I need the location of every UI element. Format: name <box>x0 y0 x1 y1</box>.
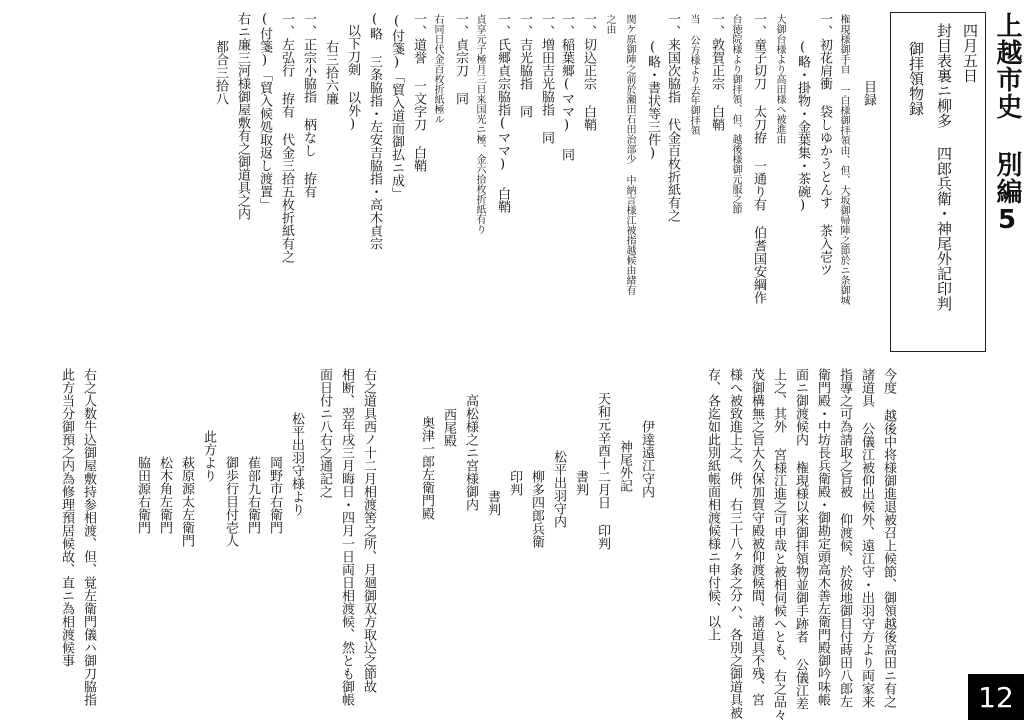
lower-column: 脇田源右衛門 <box>135 456 150 534</box>
title-line-date: 四月五日 <box>961 23 979 83</box>
lower-column: 高松様之ニ宮様御内 <box>463 394 478 511</box>
lower-column: 萩原源太左衛門 <box>179 456 194 547</box>
upper-column: 一、来国次脇指 代金百枚折紙有之 <box>665 12 680 222</box>
lower-column: 御歩行目付壱人 <box>223 456 238 547</box>
upper-column: 右ニ廉三河様御屋敷有之御道具之内 <box>235 12 250 220</box>
upper-column: 権現様御手自 一白様御拝領由、但、大坂御帰陣之節於ニ条御城 <box>838 14 849 305</box>
upper-column: 一、増田吉光脇指 同 <box>539 12 554 144</box>
lower-column: 書判 <box>573 470 588 496</box>
lower-column: 茂御構無之旨大久保加賀守殿被仰渡候間、諸道具不残、宮 <box>749 368 764 706</box>
upper-column: (付箋)「貿入道而御払ニ成」 <box>389 14 404 200</box>
lower-column: 伊達遠江守内 <box>639 420 654 498</box>
upper-column: 大御台様より高田様へ被進由 <box>774 14 785 144</box>
lower-column: 面ニ御渡候内 権現様以来御拝領物並御手跡者 公儀江差 <box>793 368 808 710</box>
lower-column: 此方より <box>201 430 216 482</box>
upper-column: 一、切込正宗 白鞘 <box>581 12 596 131</box>
document-title-box <box>890 12 986 352</box>
title-line-name: 御拝領物録 <box>907 41 925 116</box>
lower-column: 天和元辛酉十二月日 印判 <box>595 392 610 550</box>
lower-column: 右之道具西ノ十二月相渡筈之所、月廻御双方取込之節故 <box>361 368 376 693</box>
lower-column: 西尾殿 <box>441 408 456 447</box>
upper-column: 貞享元子極月三日来国光ニ極、金六拾枚折紙有り <box>474 14 485 234</box>
upper-column: 以下刀剣 以外) <box>345 24 360 132</box>
upper-column: (略・掛物・金葉集・茶碗) <box>795 40 810 213</box>
lower-column: 右之人数牛込御屋敷持参相渡、但、覚左衛門儀ハ御刀脇指 <box>81 368 96 706</box>
lower-column: 衛門殿・中坊長兵衛殿・御勘定頭高木善左衛門殿御吟味帳 <box>815 368 830 706</box>
upper-column: 之由 <box>604 14 615 34</box>
upper-column: 一、初花肩衝 袋しゆかうとんす 茶入壱ツ <box>817 12 832 276</box>
upper-column: (略 三条脇指・左安吉脇指・高木貞宗 <box>367 12 382 250</box>
upper-column: 右三拾六廉 <box>323 40 338 105</box>
lower-column: 松平出羽守様より <box>289 412 304 516</box>
lower-column: 印判 <box>507 470 522 496</box>
lower-column: 萑部九右衛門 <box>245 456 260 534</box>
upper-column: 一、吉光脇指 同 <box>517 12 532 118</box>
lower-column: 松平出羽守内 <box>551 450 566 528</box>
lower-column: 今度 越後中将様御進退被召上候節、御領越後高田ニ有之 <box>881 368 896 708</box>
upper-column: 右同日代金百枚折紙極ル <box>432 14 443 124</box>
lower-column: 指導之可為請取之旨被 仰渡候、於彼地御目付蒔田八郎左 <box>837 368 852 708</box>
upper-column: 一、敦賀正宗 白鞘 <box>709 12 724 131</box>
upper-column: (付箋)「貿入候処取返し渡置」 <box>257 12 272 211</box>
lower-column: 相断、翌年戌三月晦日・四月一日両日相渡候、然とも御帳 <box>339 368 354 706</box>
lower-column: 書判 <box>485 490 500 516</box>
lower-column: 様へ被致進上之、併、右三十八ヶ条之分ハ、各別之御道具被 <box>727 368 742 719</box>
upper-column: 台徳院様より御拝領、但、越後様御元服之節 <box>730 14 741 214</box>
lower-column: 諸道具 公儀江被仰出候外、遠江守・出羽守方より両家来 <box>859 368 874 708</box>
lower-column: 神尾外記 <box>617 440 632 492</box>
lower-column: 松木角左衛門 <box>157 456 172 534</box>
upper-column: 一、道誉 一文字刀 白鞘 <box>411 12 426 172</box>
mokuroku-heading: 目録 <box>861 80 876 106</box>
upper-column: 一、正宗小脇指 柄なし 拵有 <box>301 12 316 198</box>
upper-column: 一、氏郷貞宗脇指(ママ) 白鞘 <box>495 12 510 213</box>
upper-column: 一、左弘行 拵有 代金三拾五枚折紙有之 <box>279 12 294 263</box>
lower-column: 岡野市右衛門 <box>267 456 282 534</box>
title-line-seal: 封目表裏ニ柳多 四郎兵衛・神尾外記印判 <box>935 23 953 311</box>
upper-column: 当 公方様より去年御拝領 <box>688 14 699 135</box>
lower-column: 此方当分御預之内為修理預居候故、直ニ為相渡候事 <box>59 368 74 667</box>
upper-column: 関ケ原御陣之前於瀬田石田治部少 中納言様江被指越候由緒有 <box>624 14 635 295</box>
lower-column: 上之、其外 宮様江進之可申哉と被相伺候へとも、右之品々 <box>771 368 786 721</box>
upper-column: 一、稲葉郷(ママ) 同 <box>559 12 574 161</box>
upper-column: (略・書状等三件) <box>645 40 660 161</box>
upper-column: 一、童子切刀 太刀拵 一通り有 伯耆国安綱作 <box>751 12 766 304</box>
lower-column: 柳多四郎兵衛 <box>529 470 544 548</box>
lower-column: 奥津一郎左衛門殿 <box>419 416 434 520</box>
lower-column: 存、各迄如此別紙帳面相渡候様ニ申付候、以上 <box>705 368 720 641</box>
series-title: 上越市史 別編5 <box>992 12 1022 236</box>
upper-column: 一、貞宗刀 同 <box>453 12 468 105</box>
upper-column: 都合三拾八 <box>213 40 228 105</box>
lower-column: 面日付ニ八右之通記之 <box>317 368 332 498</box>
page-number: 12 <box>968 674 1024 720</box>
